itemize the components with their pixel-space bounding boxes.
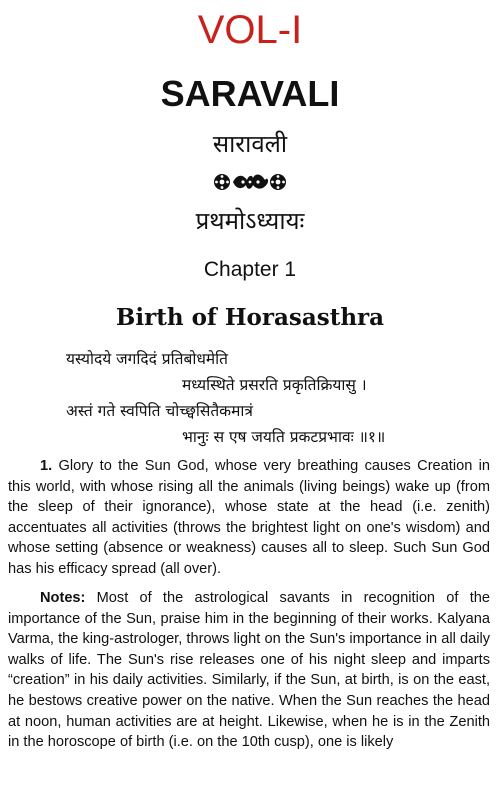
chapter-heading-sanskrit: प्रथमोऽध्यायः [195,207,305,235]
verse-line: भानुः स एष जयति प्रकटप्रभावः ॥१॥ [182,428,386,446]
floral-ornament-icon [213,170,287,194]
verse-translation-paragraph [8,456,490,580]
paragraph-text: Glory to the Sun God, whose very breathing causes Creation in this world, with whose rising all the animals (living beings) wake up (from the sleep of their ignorance), whose state at the head (i.e. zenith) accentuates all activities (throws the brightest light on one's wisdom) and whose setting (absence or weakness) causes all to sleep. Such Sun God has his efficacy spread (all over). [8,458,490,577]
verse-line: अस्तं गते स्वपिति चोच्छ्वसितैकमात्रं [66,402,253,420]
verse-line: मध्यस्थिते प्रसरति प्रकृतिक्रियासु । [182,376,367,394]
notes-label: Notes: [40,590,86,606]
book-title: SARAVALI [160,73,340,114]
verse-number: 1. [40,458,53,474]
chapter-label: Chapter 1 [203,258,297,281]
ornament-divider [0,170,500,196]
verse-line: यस्योदये जगदिदं प्रतिबोधमेति [66,350,228,368]
chapter-title: Birth of Horasasthra [115,304,385,331]
book-title-sanskrit: सारावली [212,130,288,158]
paragraph-text: Most of the astrological savants in recognition of the importance of the Sun, praise him in the beginning of their works. Kalyana Varma, the king-astrologer, throws light on the Sun's importance in all daily walks of life. The Sun's rise releases one of his night sleep and imparts “creation” in his daily activities. Similarly, if the Sun, at birth, is on the east, he bestows creative power on the native. When the Sun reaches the head at noon, human activities are at height. Likewise, when he is in the Zenith in the horoscope of birth (i.e. on the 10th cusp), one is likely [8,590,490,751]
volume-label: VOL-I [197,8,303,52]
notes-paragraph [8,588,490,753]
